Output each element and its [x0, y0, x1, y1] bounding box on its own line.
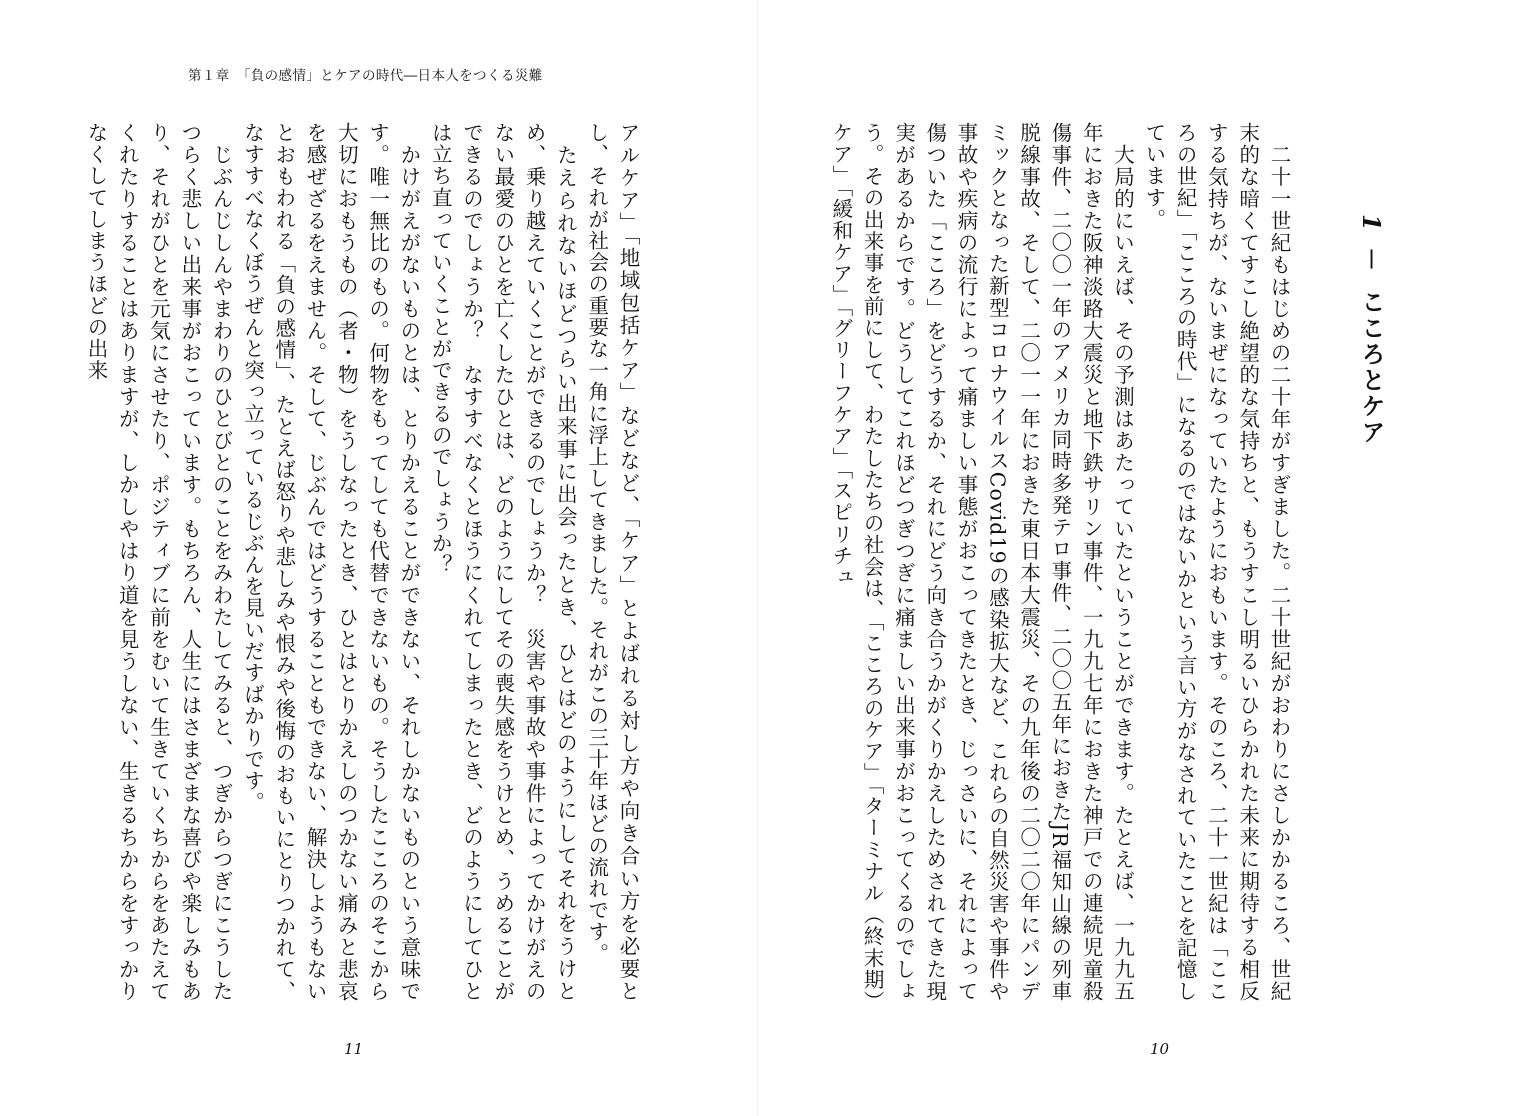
section-heading: [1354, 214, 1389, 445]
right-page-body: 二十一世紀もはじめの二十年がすぎました。二十世紀がおわりにさしかかるころ、世紀末的な暗くてすこし絶望的な気持ちと、もうすこし明るいひらかれた未来に期待する相反する気持ちが、ないまぜになっていたようにおもいます。そのころ、二十一世紀は「こころの世紀」「こころの時代」になるのではないかという言い方がなされていたことを記憶しています。 大局的にいえば、その予測はあたっていたということができます。たとえば、一九九五年におきた阪神淡路大震災と地下鉄サリン事件、一九九七年におきた神戸での連続児童殺傷事件、二〇〇一年のアメリカ同時多発テロ事件、二〇〇五年におきたJR福知山線の列車脱線事故、そして、二〇一一年におきた東日本大震災、その九年後の二〇二〇年にパンデミックとなった新型コロナウイルスCovid19の感染拡大など、これらの自然災害や事件や事故や疾病の流行によって痛ましい事態がおこってきたとき、じっさいに、それによって傷ついた「こころ」をどうするか、それにどう向き合うかがくりかえしためされてきた現実があるからです。どうしてこれほどつぎつぎに痛ましい出来事がおこってくるのでしょう。その出来事を前にして、わたしたちの社会は、「こころのケア」「ターミナル（終末期）ケア」「緩和ケア」「グリーフケア」「スピリチュ: [828, 122, 1291, 1002]
section-number: 1: [1357, 214, 1386, 233]
section-title: こころとケア: [1357, 289, 1386, 446]
page-gutter: [757, 0, 758, 1116]
running-head: 第１章 「負の感情」とケアの時代―日本人をつくる災難: [188, 68, 543, 84]
page-number-left: 11: [344, 1040, 364, 1058]
left-page-body: アルケア」「地域包括ケア」などなど、「ケア」とよばれる対し方や向き合い方を必要とし、それが社会の重要な一角に浮上してきました。それがこの三十年ほどの流れです。 たえられないほどつらい出来事に出会ったとき、ひとはどのようにしてそれをうけとめ、乗り越えていくことができるのでしょうか？ 災害や事故や事件によってかけがえのない最愛のひとを亡くしたひとは、どのようにしてその喪失感をうけとめ、うめることができるのでしょうか？ なすすべなくとほうにくれてしまったとき、どのようにしてひとは立ち直っていくことができるのでしょうか？ かけがえがないものとは、とりかえることができない、それしかないものという意味です。唯一無比のもの。何物をもってしても代替できないもの。そうしたこころのそこから大切におもうもの（者・物）をうしなったとき、ひとはとりかえしのつかない痛みと悲哀を感ぜざるをえません。そして、じぶんではどうすることもできない、解決しようもないとおもわれる「負の感情」、たとえば怒りや悲しみや恨みや後悔のおもいにとりつかれて、なすすべなくぼうぜんと突っ立っているじぶんを見いだすばかりです。 じぶんじしんやまわりのひとびとのことをみわたしてみると、つぎからつぎにこうしたつらく悲しい出来事がおこっています。もちろん、人生にはさまざまな喜びや楽しみもあり、それがひとを元気にさせたり、ポジティブに前をむいて生きていくちからをあたえてくれたりすることはありますが、しかしやはり道を見うしない、生きるちからをすっかりなくしてしまうほどの出来: [83, 122, 640, 1002]
page-number-right: 10: [1150, 1040, 1170, 1058]
section-dash: －: [1357, 247, 1386, 274]
